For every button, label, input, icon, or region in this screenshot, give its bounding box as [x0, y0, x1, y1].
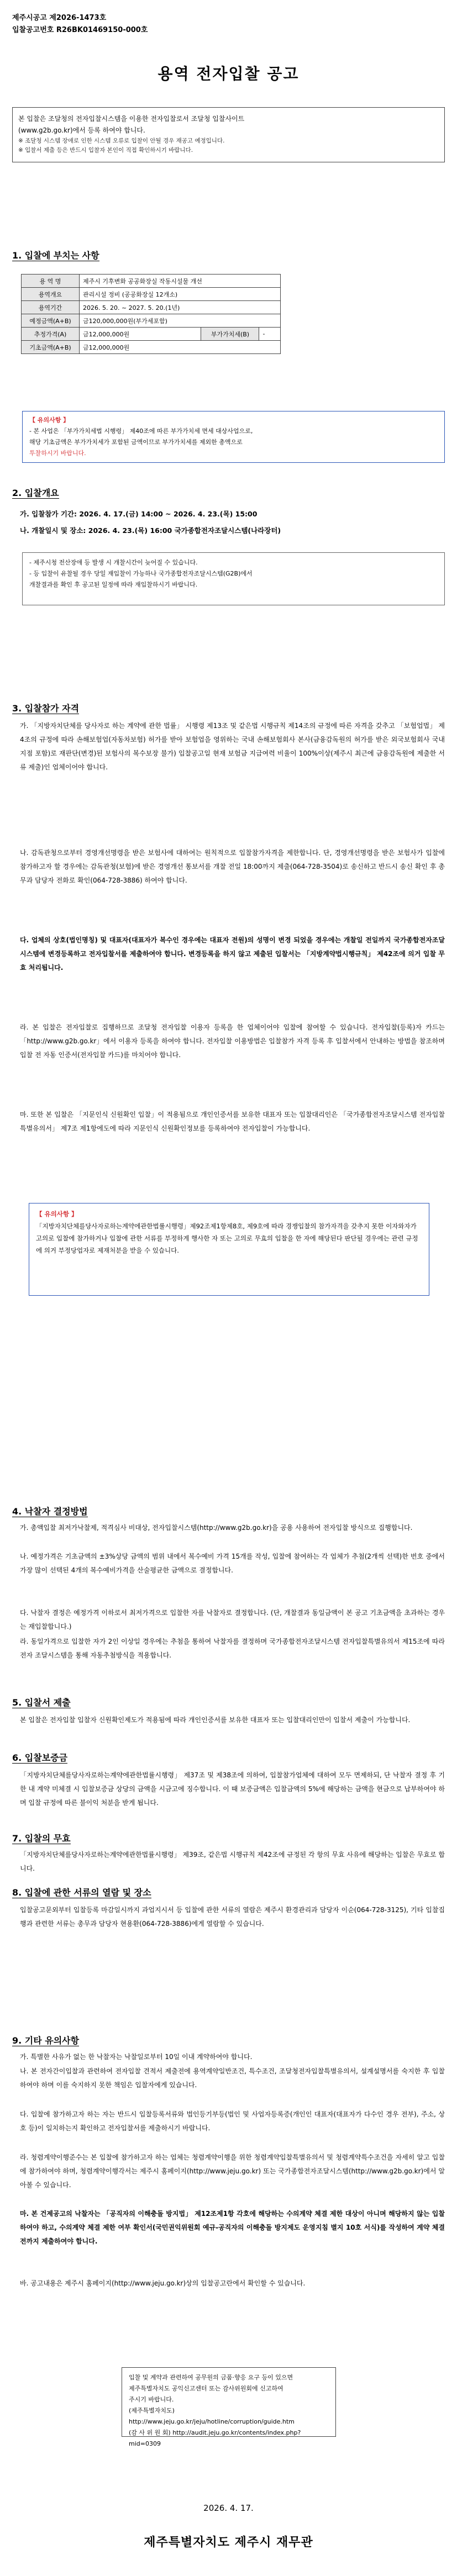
note-body: 「지방자치단체를당사자로하는계약에관한법률시행령」제92조제1항제8호, 제9호에 따라 경쟁입찰의 참가자격을 갖추지 못한 이자와자가 고의로 입찰에 참가하거나 입찰에 관한 서류를 부정하게 행사한 자 또는 고의로 무효의 입찰을 한 자에 해당된다 판단될 경우에는 관련 규정에 의거 부정당업자로 제재처분을 받을 수 있습니다. [36, 1222, 418, 1254]
qualification-item-c: 다. 업체의 상호(법인명칭) 및 대표자(대표자가 복수인 경우에는 대표자 전원)의 성명이 변경 되었을 경우에는 개찰일 전일까지 국가종합전자조달시스템에 변경등록하고 전자입찰서를 제출하여야 합니다. 변경등록을 하지 않고 제출된 입찰서는 「지방계약법시행규칙」 제42조에 의거 입찰 무효 처리됩니다. [20, 936, 445, 972]
notice-number: 제주시공고 제2026-1473호 [12, 14, 107, 22]
table-row: 예정금액(A+B) 금120,000,000원(부가세포함) [22, 314, 281, 328]
bid-period: 가. 입찰참가 기간: 2026. 4. 17.(금) 14:00 ~ 2026. 4. 23.(목) 15:00 [20, 510, 258, 518]
intro-line-4: ※ 입찰서 제출 등은 반드시 입찰자 본인이 직접 확인하시기 바랍니다. [18, 147, 193, 154]
intro-line-3: ※ 조달청 시스템 장애로 인한 시스템 오류로 입찰이 안될 경우 재공고 예정입니다. [18, 138, 225, 144]
note-line: - 등 입찰이 유찰될 경우 당일 재입찰이 가능하나 국가종합전자조달시스템(G2B)에서 [29, 570, 253, 577]
overview-table [21, 274, 281, 354]
misc-item-f: 바. 공고내용은 제주시 홈페이지(http://www.jeju.go.kr)상의 입찰공고란에서 확인할 수 있습니다. [20, 2279, 306, 2287]
table-row: 용역개요 관리시설 정비 (공공화장실 12개소) [22, 288, 281, 301]
misc-item-d: 라. 청렴계약이행준수는 본 입찰에 참가하고자 하는 업체는 청렴계약이행을 위한 청렴계약입찰특별유의서 및 청렴계약특수조건을 자세히 알고 입찰에 참가하여야 하며, 청렴계약이행각서는 제주시 홈페이지(http://www.jeju.go.kr) 또는 국가종합전자조달시스템(http://www.g2b.go.kr)에서 알아볼 수 있습니다. [20, 2153, 445, 2189]
misc-item-b: 나. 본 전자간이입찰과 관련하여 전자입찰 견적서 제출전에 용역계약일반조건, 특수조건, 조달청전자입찰특별유의서, 설계설명서를 숙지한 후 입찰하여야 하며 이를 숙지하지 못한 책임은 입찰자에게 있습니다. [20, 2067, 445, 2089]
deposit-text: 「지방자치단체를당사자로하는계약에관한법률시행령」 제37조 및 제38조에 의하여, 입찰참가업체에 대하여 모두 면제하되, 단 낙찰자 결정 후 기한 내 계약 미체결 시 입찰보증금 상당의 금액을 시금고에 징수합니다. 이 때 보증금액은 입찰금액의 5%에 해당하는 금액을 현금으로 납부하여야 하며 입찰 규정에 따른 불이익 처분을 받게 됩니다. [20, 1771, 445, 1807]
note-line: 투찰하시기 바랍니다. [29, 450, 86, 457]
section-8-heading: 8. 입찰에 관한 서류의 열람 및 장소 [12, 1887, 151, 1898]
note-line: - 본 사업은 「부가가치세법 시행령」 제40조에 따른 부가가치세 면세 대상사업으로, [29, 427, 253, 435]
invalidity-text: 「지방자치단체를당사자로하는계약에관한법률시행령」 제39조, 같은법 시행규칙 제42조에 규정된 각 항의 무효 사유에 해당하는 입찰은 무효로 합니다. [20, 1851, 445, 1872]
award-item-c: 다. 낙찰자 결정은 예정가격 이하로서 최저가격으로 입찰한 자를 낙찰자로 결정합니다. (단, 개찰결과 동일금액이 본 공고 기초금액을 초과하는 경우는 재입찰합니다.) [20, 1609, 445, 1630]
submission-text: 본 입찰은 전자입찰 입찰자 신원확인제도가 적용됨에 따라 개인인증서를 보유한 대표자 또는 입찰대리인만이 입찰서 제출이 가능합니다. [20, 1716, 411, 1724]
qualification-item-a: 가. 「지방자치단체를 당사자로 하는 계약에 관한 법률」 시행령 제13조 및 같은법 시행규칙 제14조의 규정에 따른 자격을 갖추고 「보험업법」 제4조의 규정에 따라 손해보험업(자동차보험) 허가를 받아 보험업을 영위하는 국내 손해보험회사 본사(금융감독원의 허가를 받은 외국보험회사 국내지점 포함)로 재판단(변경)된 보험사의 복수보장 불가) 입찰공고일 현재 보험금 지급여력 비율이 100%이상(제주시 최근에 금융감독원에 제출한 서류 제출)인 업체이어야 합니다. [20, 722, 445, 771]
document-access-text: 입찰공고문외부터 입찰등록 마감일시까지 과업지시서 등 입찰에 관한 서류의 열람은 제주시 환경관리과 담당자 이순(064-728-3125), 기타 입찰집행과 관련한 서류는 총무과 담당자 현용환(064-728-3886)에게 열람할 수 있습니다. [20, 1906, 445, 1928]
qualification-item-b: 나. 감독관청으로부터 경영개선명령을 받은 보험사에 대하여는 원칙적으로 입찰참가자격을 제한합니다. 단, 경영개선명령을 받은 보험사가 입찰에 참가하고자 할 경우에는 감독관청(보험)에 받은 경영개선 통보서를 개찰 전일 18:00까지 제출(064-728-3504)로 송신하고 반드시 송신 확인 후 총무과 담당자 전화로 확인(064-728-3886) 하여야 합니다. [20, 849, 445, 884]
section-4-heading: 4. 낙찰자 결정방법 [12, 1506, 88, 1517]
award-item-a: 가. 총액입찰 최저가낙찰제, 적격심사 비대상, 전자입찰시스템(http://www.g2b.go.kr)을 공용 사용하여 전자입찰 방식으로 집행합니다. [20, 1524, 413, 1532]
intro-box [12, 107, 445, 162]
qualification-item-e: 마. 또한 본 입찰은 「지문인식 신원확인 입찰」이 적용됨으로 개인인증서를 보유한 대표자 또는 입찰대리인은 「국가종합전자조달시스템 전자입찰특별유의서」 제7조 제1항에도에 따라 지문인식 신원확인정보를 등록하여야 전자입찰이 가능합니다. [20, 1111, 445, 1132]
section-1-heading: 1. 입찰에 부치는 사항 [12, 250, 99, 261]
table-row: 용 역 명 제주시 기후변화 공공화장실 작동시설물 개선 [22, 275, 281, 288]
award-item-b: 나. 예정가격은 기초금액의 ±3%상당 금액의 범위 내에서 복수예비 가격 15개를 작성, 입찰에 참여하는 각 업체가 추첨(2개씩 선택)한 번호 중에서 가장 많이 선택된 4개의 복수예비가격을 산술평균한 금액으로 결정합니다. [20, 1553, 445, 1574]
footbox-line: 제주특별자치도 공익신고센터 또는 감사위원회에 신고하여 [129, 2385, 283, 2392]
intro-line-2: (www.g2b.go.kr)에서 등록 하여야 합니다. [18, 126, 145, 134]
section-7-heading: 7. 입찰의 무효 [12, 1833, 71, 1844]
section-3-heading: 3. 입찰참가 자격 [12, 703, 80, 714]
report-corruption-box [122, 2367, 336, 2447]
page-title: 용역 전자입찰 공고 [157, 65, 300, 83]
opening-datetime: 나. 개찰일시 및 장소: 2026. 4. 23.(목) 16:00 국가종합전자조달시스템(나라장터) [20, 526, 281, 535]
footbox-line: 입찰 및 계약과 관련하여 공무원의 금품·향응 요구 등이 있으면 [129, 2374, 293, 2381]
section-2-heading: 2. 입찰개요 [12, 488, 59, 498]
table-row: 용역기간 2026. 5. 20. ~ 2027. 5. 20.(1년) [22, 301, 281, 314]
notice-box-2 [22, 552, 445, 605]
header [12, 12, 148, 36]
notice-date: 2026. 4. 17. [203, 2503, 254, 2513]
intro-line-1: 본 입찰은 조달청의 전자입찰시스템을 이용한 전자입찰로서 조달청 입찰사이트 [18, 115, 245, 123]
misc-item-e: 마. 본 건제공고의 낙찰자는 「공직자의 이해충돌 방지법」 제12조제1항 각호에 해당하는 수의계약 체결 제한 대상이 아니며 해당하지 않는 입찰하여야 하고, 수의계약 체결 제한 여부 확인서(국민권익위원회 예규-공직자의 이해충돌 방지제도 운영지침 별지 10호 서식)를 작성하여 계약 체결 전까지 제출하여야 합니다. [20, 2210, 445, 2245]
jeju-hotline-link[interactable]: (제주특별자치도) http://www.jeju.go.kr/jeju/hotline/corruption/guide.htm [129, 2407, 295, 2425]
bid-notice-number: 입찰공고번호 R26BK01469150-000호 [12, 26, 148, 34]
issuer: 제주특별자치도 제주시 재무관 [144, 2536, 313, 2549]
table-row: 기초금액(A+B) 금12,000,000원 [22, 341, 281, 354]
table-row: 추정가격(A) 금12,000,000원 부가가치세(B) - [22, 328, 281, 341]
footbox-line: 주시기 바랍니다. [129, 2396, 174, 2403]
audit-link[interactable]: (감 사 위 원 회) http://audit.jeju.go.kr/contents/index.php?mid=0309 [129, 2429, 301, 2447]
section-6-heading: 6. 입찰보증금 [12, 1752, 68, 1763]
note-line: - 제주시청 전산장애 등 발생 시 개찰시간이 늦어질 수 있습니다. [29, 559, 198, 566]
notice-box-3 [29, 1203, 429, 1296]
note-line: 개찰결과를 확인 후 공고된 일정에 따라 재입찰하시기 바랍니다. [29, 581, 198, 588]
misc-item-a: 가. 특별한 사유가 없는 한 낙찰자는 낙찰일로부터 10일 이내 계약하여야 합니다. [20, 2053, 253, 2061]
misc-item-c: 다. 입찰에 참가하고자 하는 자는 반드시 입찰등록서류와 법인등기부등(법인 및 사업자등록증(개인인 대표자(대표자가 다수인 경우 전부), 주소, 상호 등)이 일치하는지 확인하고 전자입찰서를 제출하시기 바랍니다. [20, 2110, 445, 2132]
notice-box-1 [22, 411, 445, 463]
note-heading: 【 유의사항 】 [36, 1210, 78, 1218]
qualification-item-d: 라. 본 입찰은 전자입찰로 집행하므로 조달청 전자입찰 이용자 등록을 한 업체이어야 입찰에 참여할 수 있습니다. 전자입찰(등록)자 카드는 「http://www.g2b.go.kr」에서 이용자 등록을 하여야 합니다. 전자입찰 이용방법은 입찰참가 자격 등록 후 입찰서에서 안내하는 방법을 참조하며 입찰 전 자동 인증서(전자입찰 카드)를 마치어야 합니다. [20, 1023, 445, 1059]
section-9-heading: 9. 기타 유의사항 [12, 2035, 80, 2046]
note-line: 해당 기초금액은 부가가치세가 포함된 금액이므로 부가가치세를 제외한 총액으로 [29, 439, 243, 446]
section-5-heading: 5. 입찰서 제출 [12, 1697, 71, 1708]
note-heading: 【 유의사항 】 [29, 416, 70, 424]
award-item-d: 라. 동일가격으로 입찰한 자가 2인 이상일 경우에는 추첨을 통하여 낙찰자를 결정하며 국가종합전자조달시스템 전자입찰특별유의서 제15조에 따라 전자 조달시스템을 통해 자동추첨방식을 적용합니다. [20, 1638, 445, 1659]
